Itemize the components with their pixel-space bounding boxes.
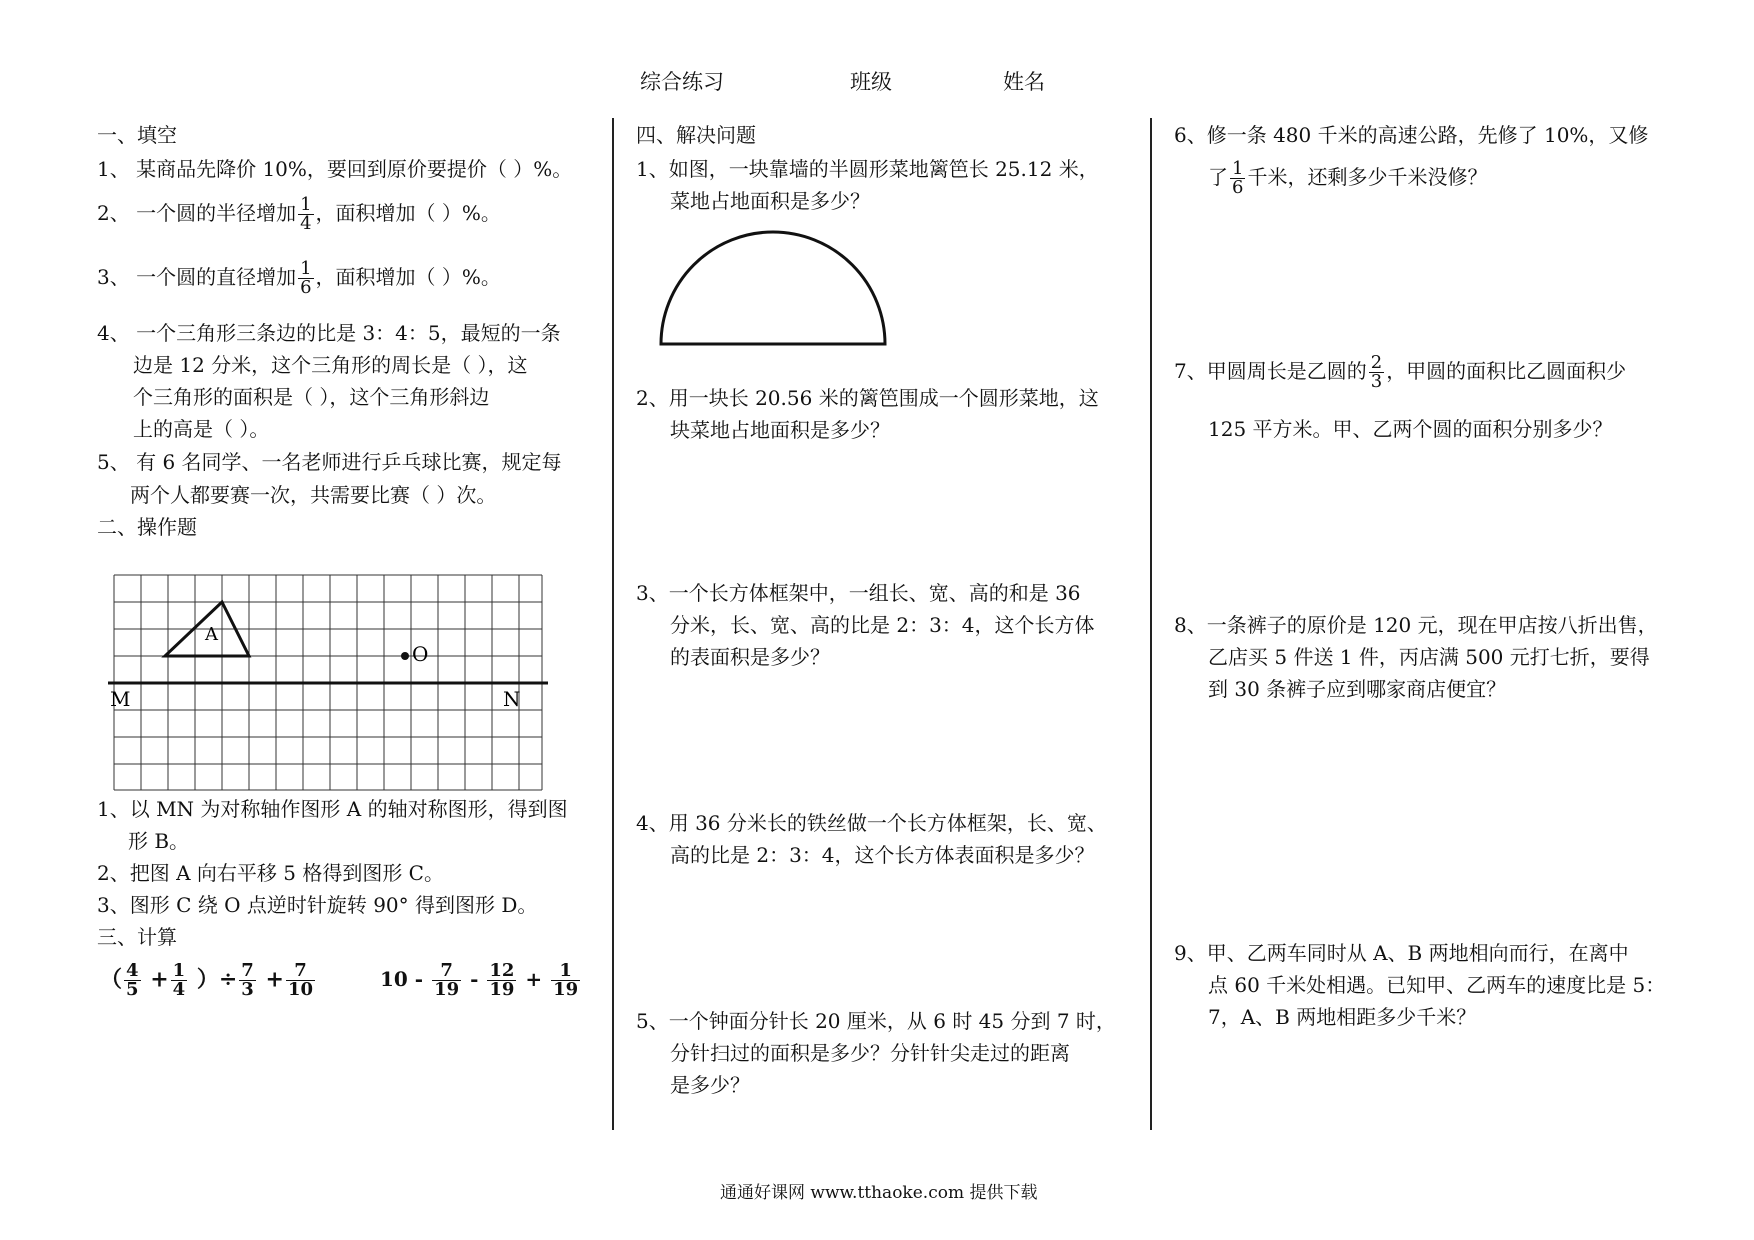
problem-3-line-2: 分米，长、宽、高的比是 2：3：4，这个长方体 bbox=[670, 613, 1095, 637]
operation-2: 2、把图 A 向右平移 5 格得到图形 C。 bbox=[97, 861, 444, 885]
calc-expression-1: （ $\frac{4}{5}$ + $\frac{1}{4}$ ）÷ $\frac{7}{3}$ + $\frac{7}{10}$ bbox=[100, 960, 313, 1000]
problem-9-line-3: 7，A、B 两地相距多少千米？ bbox=[1208, 1005, 1477, 1029]
question-4-line-2: 边是 12 分米，这个三角形的周长是（ ），这 bbox=[133, 353, 528, 377]
problem-8-line-2: 乙店买 5 件送 1 件，丙店满 500 元打七折，要得 bbox=[1208, 645, 1650, 669]
point-label-o: O bbox=[412, 642, 429, 666]
problem-7-line-2: 125 平方米。甲、乙两个圆的面积分别多少？ bbox=[1208, 417, 1613, 441]
problem-8-line-3: 到 30 条裤子应到哪家商店便宜？ bbox=[1208, 677, 1507, 701]
problem-2-line-1: 2、用一块长 20.56 米的篱笆围成一个圆形菜地，这 bbox=[636, 386, 1099, 410]
axis-label-n: N bbox=[503, 687, 521, 711]
problem-8-line-1: 8、一条裤子的原价是 120 元，现在甲店按八折出售， bbox=[1174, 613, 1658, 637]
problem-9-line-1: 9、甲、乙两车同时从 A、B 两地相向而行，在离中 bbox=[1174, 941, 1629, 965]
problem-4-line-1: 4、用 36 分米长的铁丝做一个长方体框架，长、宽、 bbox=[636, 811, 1107, 835]
problem-2-line-2: 块菜地占地面积是多少？ bbox=[670, 418, 890, 442]
problem-3-line-3: 的表面积是多少？ bbox=[670, 645, 830, 669]
question-5-line-1: 5、 有 6 名同学、一名老师进行乒乓球比赛，规定每 bbox=[97, 450, 562, 474]
question-4-line-1: 4、 一个三角形三条边的比是 3：4：5，最短的一条 bbox=[97, 321, 561, 345]
problem-7-line-1: 7、甲圆周长是乙圆的 $\frac{2}{3}$ ，甲圆的面积比乙圆面积少 bbox=[1174, 352, 1627, 392]
problem-5-line-2: 分针扫过的面积是多少？分针针尖走过的距离 bbox=[670, 1041, 1070, 1065]
operation-1-line-1: 1、以 MN 为对称轴作图形 A 的轴对称图形，得到图 bbox=[97, 797, 568, 821]
name-label: 姓名 bbox=[1003, 70, 1045, 94]
footer-source: 通通好课网 www.tthaoke.com 提供下载 bbox=[720, 1183, 1038, 1203]
question-1: 1、 某商品先降价 10%，要回到原价要提价（ ）%。 bbox=[97, 157, 573, 181]
section-operation-title: 二、操作题 bbox=[97, 515, 197, 539]
question-4-line-4: 上的高是（ ）。 bbox=[133, 417, 270, 441]
class-label: 班级 bbox=[850, 70, 892, 94]
operation-3: 3、图形 C 绕 O 点逆时针旋转 90° 得到图形 D。 bbox=[97, 893, 538, 917]
point-o bbox=[401, 652, 409, 660]
section-fill-title: 一、填空 bbox=[97, 123, 177, 147]
semicircle-figure bbox=[655, 228, 895, 348]
problem-6-line-1: 6、修一条 480 千米的高速公路，先修了 10%，又修 bbox=[1174, 123, 1649, 147]
question-4-line-3: 个三角形的面积是（ ），这个三角形斜边 bbox=[133, 385, 490, 409]
axis-label-m: M bbox=[110, 687, 131, 711]
problem-6-line-2: 了 $\frac{1}{6}$ 千米，还剩多少千米没修？ bbox=[1208, 158, 1488, 198]
problem-1-line-1: 1、如图，一块靠墙的半圆形菜地篱笆长 25.12 米， bbox=[636, 157, 1099, 181]
problem-3-line-1: 3、一个长方体框架中，一组长、宽、高的和是 36 bbox=[636, 581, 1081, 605]
question-3: 3、 一个圆的直径增加 $\frac{1}{6}$ ，面积增加（ ）%。 bbox=[97, 258, 501, 298]
section-calc-title: 三、计算 bbox=[97, 925, 177, 949]
question-5-line-2: 两个人都要赛一次，共需要比赛（ ）次。 bbox=[130, 483, 497, 507]
question-2: 2、 一个圆的半径增加 $\frac{1}{4}$ ，面积增加（ ）%。 bbox=[97, 194, 501, 234]
grid-figure bbox=[108, 574, 553, 796]
problem-9-line-2: 点 60 千米处相遇。已知甲、乙两车的速度比是 5： bbox=[1208, 973, 1666, 997]
problem-1-line-2: 菜地占地面积是多少？ bbox=[670, 189, 870, 213]
triangle-label-a: A bbox=[205, 624, 218, 645]
worksheet-title: 综合练习 bbox=[640, 70, 724, 94]
problem-5-line-1: 5、一个钟面分针长 20 厘米，从 6 时 45 分到 7 时， bbox=[636, 1009, 1116, 1033]
problem-4-line-2: 高的比是 2：3：4，这个长方体表面积是多少？ bbox=[670, 843, 1095, 867]
problem-5-line-3: 是多少？ bbox=[670, 1073, 750, 1097]
column-divider-2 bbox=[1150, 118, 1152, 1130]
calc-expression-2: 10 - $\frac{7}{19}$ - $\frac{12}{19}$ + $\frac{1}{19}$ bbox=[380, 960, 579, 1000]
section-solve-title: 四、解决问题 bbox=[636, 123, 756, 147]
column-divider-1 bbox=[612, 118, 614, 1130]
operation-1-line-2: 形 B。 bbox=[128, 829, 190, 853]
